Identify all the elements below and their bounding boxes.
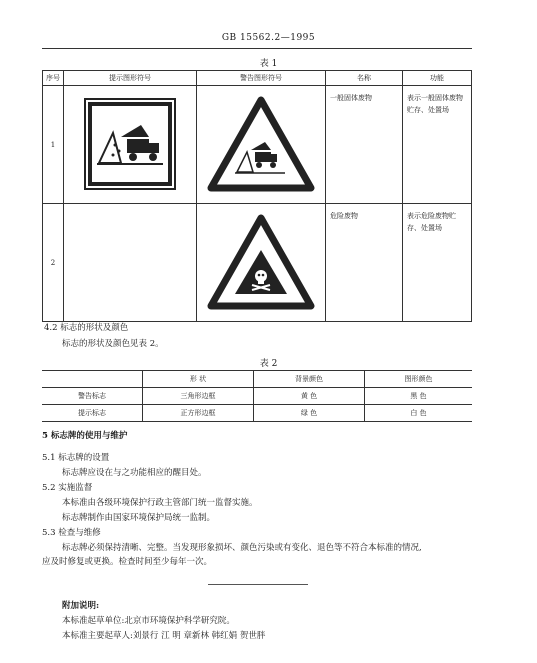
section-4-2-title: 4.2 标志的形状及颜色: [44, 323, 129, 333]
appendix-drafting-unit: 本标准起草单位:北京市环境保护科学研究院。: [62, 616, 235, 626]
sign-shape: 正方形边框: [143, 405, 254, 422]
table2-header-blank: [42, 371, 143, 388]
table2-caption: 表 2: [259, 359, 278, 369]
warning-symbol-cell: [197, 86, 326, 204]
graphic-color: 白 色: [365, 405, 473, 422]
waste-name-cell: 危险废物: [326, 204, 403, 322]
graphic-color: 黑 色: [365, 388, 473, 405]
waste-function-cell: 表示危险废物贮存、处置场: [403, 204, 472, 322]
table-row: [42, 388, 472, 405]
appendix-drafters: 本标准主要起草人:刘景行 江 明 章新林 韩红娟 贺世胖: [62, 631, 266, 641]
section-5-1-title: 5.1 标志牌的设置: [42, 453, 110, 463]
table1-header-number: 序号: [43, 71, 64, 86]
appendix-title: 附加说明:: [62, 601, 100, 611]
background-color: 绿 色: [254, 405, 365, 422]
waste-name-cell: 一般固体废物: [326, 86, 403, 204]
section-5-3-title: 5.3 检查与维修: [42, 528, 101, 538]
section-5-title: 5 标志牌的使用与维护: [42, 431, 128, 441]
table-row: [43, 86, 472, 204]
appendix-rule: [208, 584, 308, 585]
table1-caption: 表 1: [259, 59, 278, 69]
section-5-2-title: 5.2 实施监督: [42, 483, 93, 493]
sign-shape: 三角形边框: [143, 388, 254, 405]
section-5-2-body-2: 标志牌制作由国家环境保护局统一监制。: [62, 513, 216, 523]
table1-header-prompt-symbol: 提示图形符号: [64, 71, 197, 86]
hazardous-waste-warning-sign-icon: [207, 214, 315, 310]
section-5-1-body: 标志牌应设在与之功能相应的醒目处。: [62, 468, 207, 478]
prompt-symbol-cell: [64, 204, 197, 322]
table2-header-background-color: 背景颜色: [254, 371, 365, 388]
table1-header-row: [43, 71, 472, 86]
table1-header-name: 名称: [326, 71, 403, 86]
solid-waste-prompt-sign-icon: [83, 97, 177, 191]
table-row: [42, 405, 472, 422]
prompt-symbol-cell: [64, 86, 197, 204]
waste-function-cell: 表示一般固体废物贮存、处置场: [403, 86, 472, 204]
section-4-2-body: 标志的形状及颜色见表 2。: [62, 339, 164, 349]
section-5-2-body-1: 本标准由各级环境保护行政主管部门统一监督实施。: [62, 498, 258, 508]
row-number: 2: [43, 204, 64, 322]
row-number: 1: [43, 86, 64, 204]
section-5-3-body-1: 标志牌必须保持清晰、完整。当发现形象损坏、颜色污染或有变化、退色等不符合本标准的情况,: [62, 543, 422, 553]
warning-symbol-cell: [197, 204, 326, 322]
background-color: 黄 色: [254, 388, 365, 405]
sign-type: 警告标志: [42, 388, 143, 405]
table2-header-shape: 形 状: [143, 371, 254, 388]
solid-waste-warning-sign-icon: [207, 96, 315, 192]
table2-header-graphic-color: 图形颜色: [365, 371, 473, 388]
table2-header-row: [42, 371, 472, 388]
table2: [42, 370, 472, 422]
standard-number-header: GB 15562.2—1995: [221, 33, 316, 43]
table1-header-warning-symbol: 警告图形符号: [197, 71, 326, 86]
table-row: [43, 204, 472, 322]
table1: [42, 70, 472, 322]
header-rule: [42, 48, 472, 49]
sign-type: 提示标志: [42, 405, 143, 422]
table1-header-function: 功能: [403, 71, 472, 86]
section-5-3-body-2: 应及时修复或更换。检查时间至少每年一次。: [42, 557, 213, 567]
